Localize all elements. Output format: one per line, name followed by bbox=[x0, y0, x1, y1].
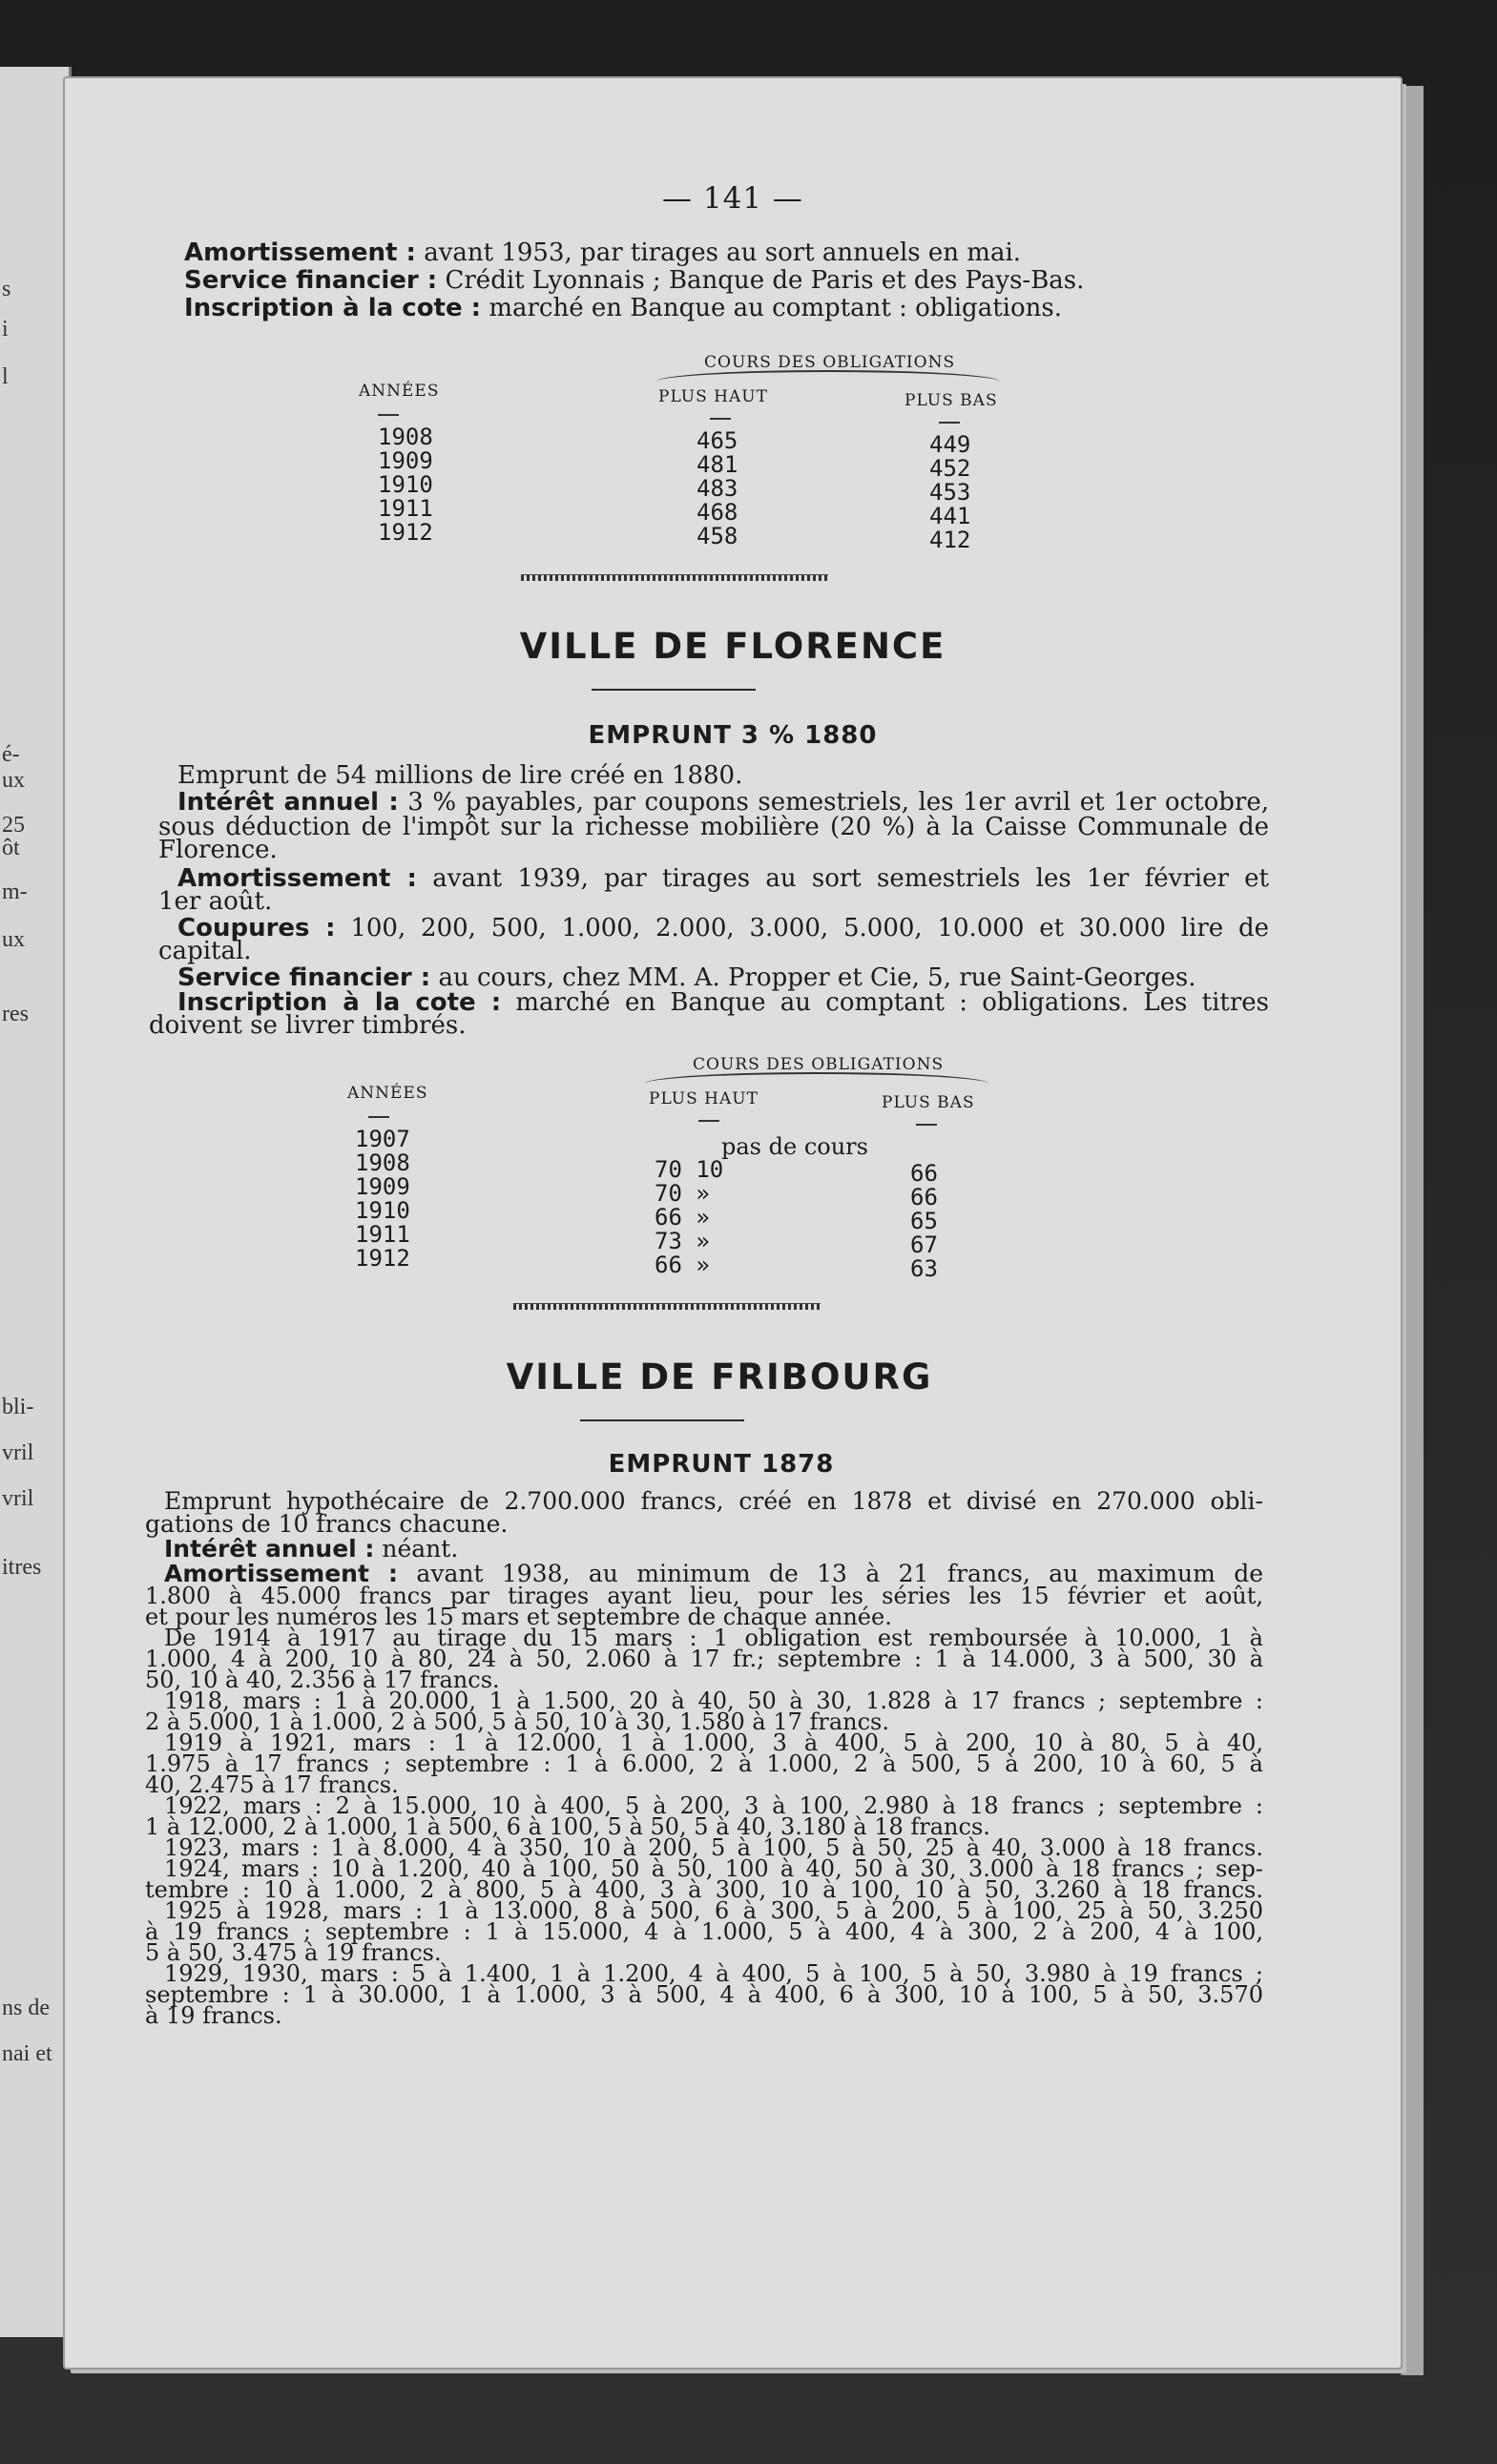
left-fragment: ux bbox=[2, 927, 25, 952]
florence-p1: Emprunt de 54 millions de lire créé en 1880. bbox=[177, 761, 743, 790]
table-low: 66 bbox=[910, 1184, 938, 1211]
table-dash bbox=[939, 422, 960, 424]
fribourg-amort-line: à 19 francs ; septembre : 1 à 15.000, 4 à 1.000, 5 à 400, 4 à 300, 2 à 200, 4 à 100, bbox=[145, 1918, 1263, 1945]
florence-amortissement: Amortissement : avant 1939, par tirages au sort semestriels les 1er février et bbox=[177, 864, 1270, 893]
table-col-high: PLUS HAUT bbox=[658, 387, 768, 406]
fribourg-amort-line: 5 à 50, 3.475 à 19 francs. bbox=[145, 1939, 442, 1966]
service-financier-line: Service financier : Crédit Lyonnais ; Banque de Paris et des Pays-Bas. bbox=[184, 266, 1085, 295]
table-low: 63 bbox=[910, 1255, 938, 1282]
left-fragment: ôt bbox=[2, 836, 20, 860]
table-year: 1911 bbox=[355, 1221, 410, 1248]
fribourg-amort-line: 2 à 5.000, 1 à 1.000, 2 à 500, 5 à 50, 10 à 30, 1.580 à 17 francs. bbox=[145, 1708, 889, 1735]
left-fragment: bli- bbox=[2, 1395, 34, 1419]
fribourg-amort-line: 1929, 1930, mars : 5 à 1.400, 1 à 1.200, 4 à 400, 5 à 100, 5 à 50, 3.980 à 19 francs ; bbox=[164, 1960, 1263, 1987]
left-fragment: vril bbox=[2, 1486, 34, 1511]
loan-title-florence: EMPRUNT 3 % 1880 bbox=[588, 721, 878, 750]
table-dash bbox=[698, 1120, 719, 1122]
fribourg-interet: Intérêt annuel : néant. bbox=[164, 1535, 459, 1563]
florence-amortissement-cont: 1er août. bbox=[158, 887, 273, 916]
table-high: 465 bbox=[697, 427, 738, 454]
table-year: 1910 bbox=[378, 471, 433, 498]
left-fragment: ns de bbox=[2, 1996, 50, 2020]
florence-interet-cont: sous déduction de l'impôt sur la richesse mobilière (20 %) à la Caisse Communale de bbox=[158, 813, 1269, 841]
florence-coupures: Coupures : 100, 200, 500, 1.000, 2.000, 3.000, 5.000, 10.000 et 30.000 lire de bbox=[177, 914, 1269, 942]
table-dash bbox=[368, 1116, 389, 1118]
table-year: 1912 bbox=[355, 1245, 410, 1272]
table-year: 1908 bbox=[378, 424, 433, 450]
table-dash bbox=[916, 1124, 937, 1126]
title-underline bbox=[592, 689, 756, 691]
left-fragment: res bbox=[2, 1002, 29, 1026]
fribourg-amort-line: 1925 à 1928, mars : 1 à 13.000, 8 à 500, 6 à 300, 5 à 200, 5 à 100, 25 à 50, 3.250 bbox=[164, 1897, 1263, 1924]
left-fragment: nai et bbox=[2, 2041, 52, 2066]
document-page bbox=[65, 78, 1401, 2368]
left-fragment: ux bbox=[2, 768, 25, 793]
fribourg-amort-line: tembre : 10 à 1.000, 2 à 800, 5 à 400, 3 à 300, 10 à 100, 10 à 50, 3.260 à 18 francs. bbox=[145, 1876, 1263, 1903]
table-high: 73 » bbox=[655, 1228, 710, 1254]
table-high: 481 bbox=[697, 451, 738, 478]
table-low: 449 bbox=[929, 431, 971, 458]
table-high: 468 bbox=[697, 499, 738, 526]
florence-interet: Intérêt annuel : 3 % payables, par coupons semestriels, les 1er avril et 1er octobre, bbox=[177, 788, 1269, 817]
fribourg-amort-line: 50, 10 à 40, 2.356 à 17 francs. bbox=[145, 1667, 500, 1693]
table-caption: COURS DES OBLIGATIONS bbox=[704, 353, 956, 372]
loan-title-fribourg: EMPRUNT 1878 bbox=[608, 1450, 835, 1479]
title-underline bbox=[580, 1419, 744, 1421]
florence-inscription: Inscription à la cote : marché en Banque au comptant : obligations. Les titres bbox=[177, 988, 1269, 1017]
table-low: 453 bbox=[929, 479, 971, 506]
table-high: 483 bbox=[697, 475, 738, 502]
left-page-edge bbox=[0, 67, 72, 2337]
table-low: 65 bbox=[910, 1208, 938, 1234]
fribourg-amort-line: 1918, mars : 1 à 20.000, 1 à 1.500, 20 à 40, 50 à 30, 1.828 à 17 francs ; septembre : bbox=[164, 1688, 1263, 1714]
fribourg-amort-line: De 1914 à 1917 au tirage du 15 mars : 1 obligation est remboursée à 10.000, 1 à bbox=[164, 1625, 1263, 1651]
table-year: 1912 bbox=[378, 519, 433, 546]
table-high: 66 » bbox=[655, 1252, 710, 1278]
left-fragment: l bbox=[2, 364, 9, 389]
table-col-low: PLUS BAS bbox=[882, 1093, 975, 1112]
left-fragment: 25 bbox=[2, 813, 25, 838]
table-col-years: ANNÉES bbox=[359, 382, 440, 401]
inscription-line: Inscription à la cote : marché en Banque au comptant : obligations. bbox=[184, 294, 1062, 322]
table-col-years: ANNÉES bbox=[347, 1084, 428, 1103]
left-fragment: m- bbox=[2, 880, 28, 904]
fribourg-amort-line: et pour les numéros les 15 mars et septembre de chaque année. bbox=[145, 1604, 892, 1630]
fribourg-amort-line: 40, 2.475 à 17 francs. bbox=[145, 1771, 399, 1798]
table-caption: COURS DES OBLIGATIONS bbox=[693, 1055, 945, 1074]
table-no-quote: pas de cours bbox=[721, 1133, 868, 1160]
left-fragment: vril bbox=[2, 1440, 34, 1465]
section-divider bbox=[513, 1303, 821, 1310]
page-right-edge bbox=[1401, 86, 1424, 2375]
table-high: 458 bbox=[697, 523, 738, 549]
table-low: 67 bbox=[910, 1232, 938, 1258]
page-number: — 141 — bbox=[662, 181, 803, 216]
fribourg-amort-line: 1923, mars : 1 à 8.000, 4 à 350, 10 à 200, 5 à 100, 5 à 50, 25 à 40, 3.000 à 18 francs. bbox=[164, 1834, 1263, 1861]
table-high: 66 » bbox=[655, 1204, 710, 1231]
table-low: 66 bbox=[910, 1160, 938, 1187]
table-year: 1910 bbox=[355, 1197, 410, 1224]
fribourg-amort-line: 1.000, 4 à 200, 10 à 80, 24 à 50, 2.060 à 17 fr.; septembre : 1 à 14.000, 3 à 500, 30 à bbox=[145, 1646, 1263, 1672]
left-fragment: s bbox=[2, 277, 11, 301]
table-low: 452 bbox=[929, 455, 971, 482]
florence-interet-cont2: Florence. bbox=[158, 836, 278, 864]
table-col-high: PLUS HAUT bbox=[649, 1089, 759, 1108]
table-col-low: PLUS BAS bbox=[904, 391, 998, 410]
fribourg-line: gations de 10 francs chacune. bbox=[145, 1510, 509, 1538]
section-divider bbox=[521, 574, 828, 581]
left-fragment: é- bbox=[2, 742, 20, 767]
fribourg-amortissement: Amortissement : avant 1938, au minimum de 13 à 21 francs, au maximum de bbox=[164, 1560, 1264, 1587]
table-year: 1909 bbox=[355, 1173, 410, 1200]
section-title-florence: VILLE DE FLORENCE bbox=[519, 626, 946, 667]
table-dash bbox=[378, 414, 399, 416]
table-year: 1909 bbox=[378, 447, 433, 474]
fribourg-amort-line: 1.800 à 45.000 francs par tirages ayant lieu, pour les séries les 15 février et août, bbox=[145, 1583, 1263, 1609]
fribourg-amort-line: à 19 francs. bbox=[145, 2002, 282, 2029]
florence-coupures-cont: capital. bbox=[158, 937, 252, 965]
table-year: 1908 bbox=[355, 1149, 410, 1176]
table-year: 1907 bbox=[355, 1126, 410, 1152]
fribourg-amort-line: 1924, mars : 10 à 1.200, 40 à 100, 50 à 50, 100 à 40, 50 à 30, 3.000 à 18 francs ; sep- bbox=[164, 1855, 1263, 1882]
florence-inscription-cont: doivent se livrer timbrés. bbox=[149, 1011, 467, 1040]
amortissement-line: Amortissement : avant 1953, par tirages au sort annuels en mai. bbox=[184, 238, 1022, 267]
fribourg-amort-line: 1 à 12.000, 2 à 1.000, 1 à 500, 6 à 100, 5 à 50, 5 à 40, 3.180 à 18 francs. bbox=[145, 1813, 990, 1840]
fribourg-line: Emprunt hypothécaire de 2.700.000 francs, créé en 1878 et divisé en 270.000 obli- bbox=[164, 1487, 1263, 1515]
section-title-fribourg: VILLE DE FRIBOURG bbox=[506, 1356, 933, 1398]
fribourg-amort-line: 1919 à 1921, mars : 1 à 12.000, 1 à 1.000, 3 à 400, 5 à 200, 10 à 80, 5 à 40, bbox=[164, 1729, 1263, 1756]
table-low: 412 bbox=[929, 527, 971, 553]
table-high: 70 » bbox=[655, 1180, 710, 1207]
table-low: 441 bbox=[929, 503, 971, 529]
left-fragment: i bbox=[2, 317, 9, 342]
left-fragment: itres bbox=[2, 1555, 42, 1580]
fribourg-amort-line: 1922, mars : 2 à 15.000, 10 à 400, 5 à 200, 3 à 100, 2.980 à 18 francs ; septembre : bbox=[164, 1792, 1263, 1819]
table-dash bbox=[710, 418, 731, 420]
table-high: 70 10 bbox=[655, 1156, 724, 1183]
fribourg-amort-line: septembre : 1 à 30.000, 1 à 1.000, 3 à 500, 4 à 400, 6 à 300, 10 à 100, 5 à 50, 3.570 bbox=[145, 1981, 1263, 2008]
fribourg-amort-line: 1.975 à 17 francs ; septembre : 1 à 6.000, 2 à 1.000, 2 à 500, 5 à 200, 10 à 60, 5 à bbox=[145, 1750, 1263, 1777]
table-year: 1911 bbox=[378, 495, 433, 522]
florence-service: Service financier : au cours, chez MM. A. Propper et Cie, 5, rue Saint-Georges. bbox=[177, 963, 1196, 992]
